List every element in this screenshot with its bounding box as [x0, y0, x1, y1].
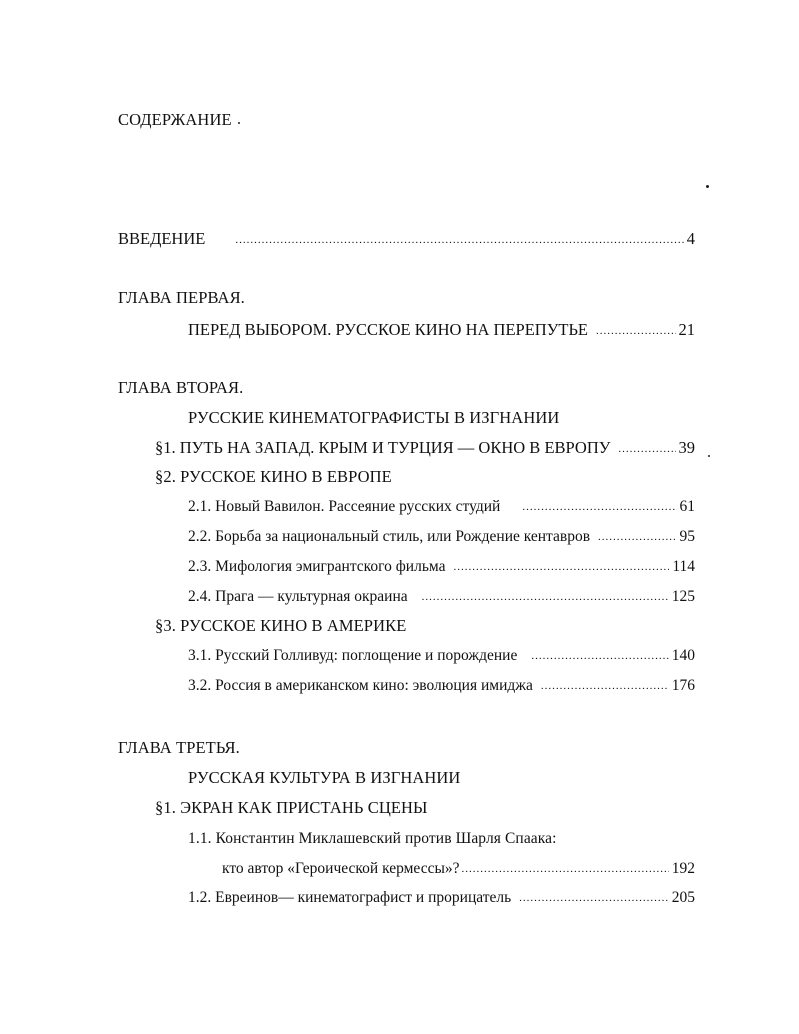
toc-page-number: 39: [678, 438, 695, 457]
toc-entry-ch3-1-1[interactable]: [222, 859, 695, 880]
toc-entry-continuation: кто автор «Героической кермессы»?: [222, 860, 460, 877]
toc-entry-label: 2.3. Мифология эмигрантского фильма: [188, 558, 446, 575]
toc-ch2-section-3-heading[interactable]: §3. РУССКОЕ КИНО В АМЕРИКЕ: [155, 616, 407, 635]
leader-dots: [235, 230, 683, 250]
leader-dots: [522, 497, 676, 517]
toc-entry-ch2-2-4[interactable]: [188, 587, 695, 608]
toc-page-number: 114: [672, 558, 695, 575]
toc-entry-ch2-2-3[interactable]: [188, 557, 695, 578]
chapter-1-heading: ГЛАВА ПЕРВАЯ.: [118, 288, 245, 307]
leader-dots: [422, 587, 669, 607]
toc-entry-label: ВВЕДЕНИЕ: [118, 229, 206, 248]
chapter-2-subtitle: РУССКИЕ КИНЕМАТОГРАФИСТЫ В ИЗГНАНИИ: [188, 408, 560, 427]
chapter-3-subtitle: РУССКАЯ КУЛЬТУРА В ИЗГНАНИИ: [188, 768, 461, 787]
toc-entry-ch2-3-1[interactable]: [188, 646, 695, 667]
toc-page-number: 21: [678, 320, 695, 339]
toc-page-number: 176: [671, 677, 695, 694]
toc-entry-label: ПЕРЕД ВЫБОРОМ. РУССКОЕ КИНО НА ПЕРЕПУТЬЕ: [188, 320, 589, 339]
toc-entry-ch2-section-1[interactable]: [155, 438, 695, 460]
toc-page-number: 192: [671, 860, 695, 877]
toc-entry-label: 2.4. Прага — культурная окраина: [188, 588, 408, 605]
toc-entry-label: 2.1. Новый Вавилон. Рассеяние русских студий: [188, 498, 501, 515]
leader-dots: [454, 557, 670, 577]
leader-dots: [531, 646, 668, 666]
toc-entry-ch3-1-2[interactable]: [188, 888, 695, 909]
toc-ch3-section-1-heading[interactable]: §1. ЭКРАН КАК ПРИСТАНЬ СЦЕНЫ: [155, 798, 428, 817]
toc-entry-label: §1. ПУТЬ НА ЗАПАД. КРЫМ И ТУРЦИЯ — ОКНО В ЕВРОПУ: [155, 438, 611, 457]
toc-entry-ch3-1-1-label[interactable]: 1.1. Константин Миклашевский против Шарля Спаака:: [188, 830, 557, 847]
leader-dots: [541, 676, 669, 696]
toc-page-number: 125: [671, 588, 695, 605]
toc-entry-ch2-2-1[interactable]: [188, 497, 695, 518]
toc-ch2-section-2-heading[interactable]: §2. РУССКОЕ КИНО В ЕВРОПЕ: [155, 467, 392, 486]
leader-dots: [618, 439, 675, 459]
toc-page-number: 61: [679, 498, 695, 515]
toc-entry-label: 3.1. Русский Голливуд: поглощение и порождение: [188, 647, 518, 664]
toc-entry-label: 1.2. Евреинов— кинематографист и прорицатель: [188, 889, 512, 906]
leader-dots: [462, 859, 669, 879]
chapter-2-heading: ГЛАВА ВТОРАЯ.: [118, 378, 244, 397]
toc-entry-label: 3.2. Россия в американском кино: эволюция имиджа: [188, 677, 533, 694]
toc-page-number: 95: [679, 528, 695, 545]
chapter-3-heading: ГЛАВА ТРЕТЬЯ.: [118, 738, 240, 757]
toc-page-number: 205: [671, 889, 695, 906]
scan-speck: [238, 122, 240, 124]
scan-speck: [706, 185, 709, 188]
leader-dots: [596, 321, 675, 341]
scan-speck: [708, 455, 710, 457]
toc-page-number: 140: [671, 647, 695, 664]
toc-entry-ch2-3-2[interactable]: [188, 676, 695, 697]
toc-entry-label: 2.2. Борьба за национальный стиль, или Рождение кентавров: [188, 528, 591, 545]
page-title: СОДЕРЖАНИЕ: [118, 110, 232, 129]
leader-dots: [598, 527, 676, 547]
toc-entry-ch2-2-2[interactable]: [188, 527, 695, 548]
toc-entry-introduction[interactable]: [118, 229, 695, 251]
leader-dots: [519, 888, 669, 908]
toc-entry-chapter-1[interactable]: [188, 320, 695, 342]
toc-page-number: 4: [686, 229, 695, 248]
